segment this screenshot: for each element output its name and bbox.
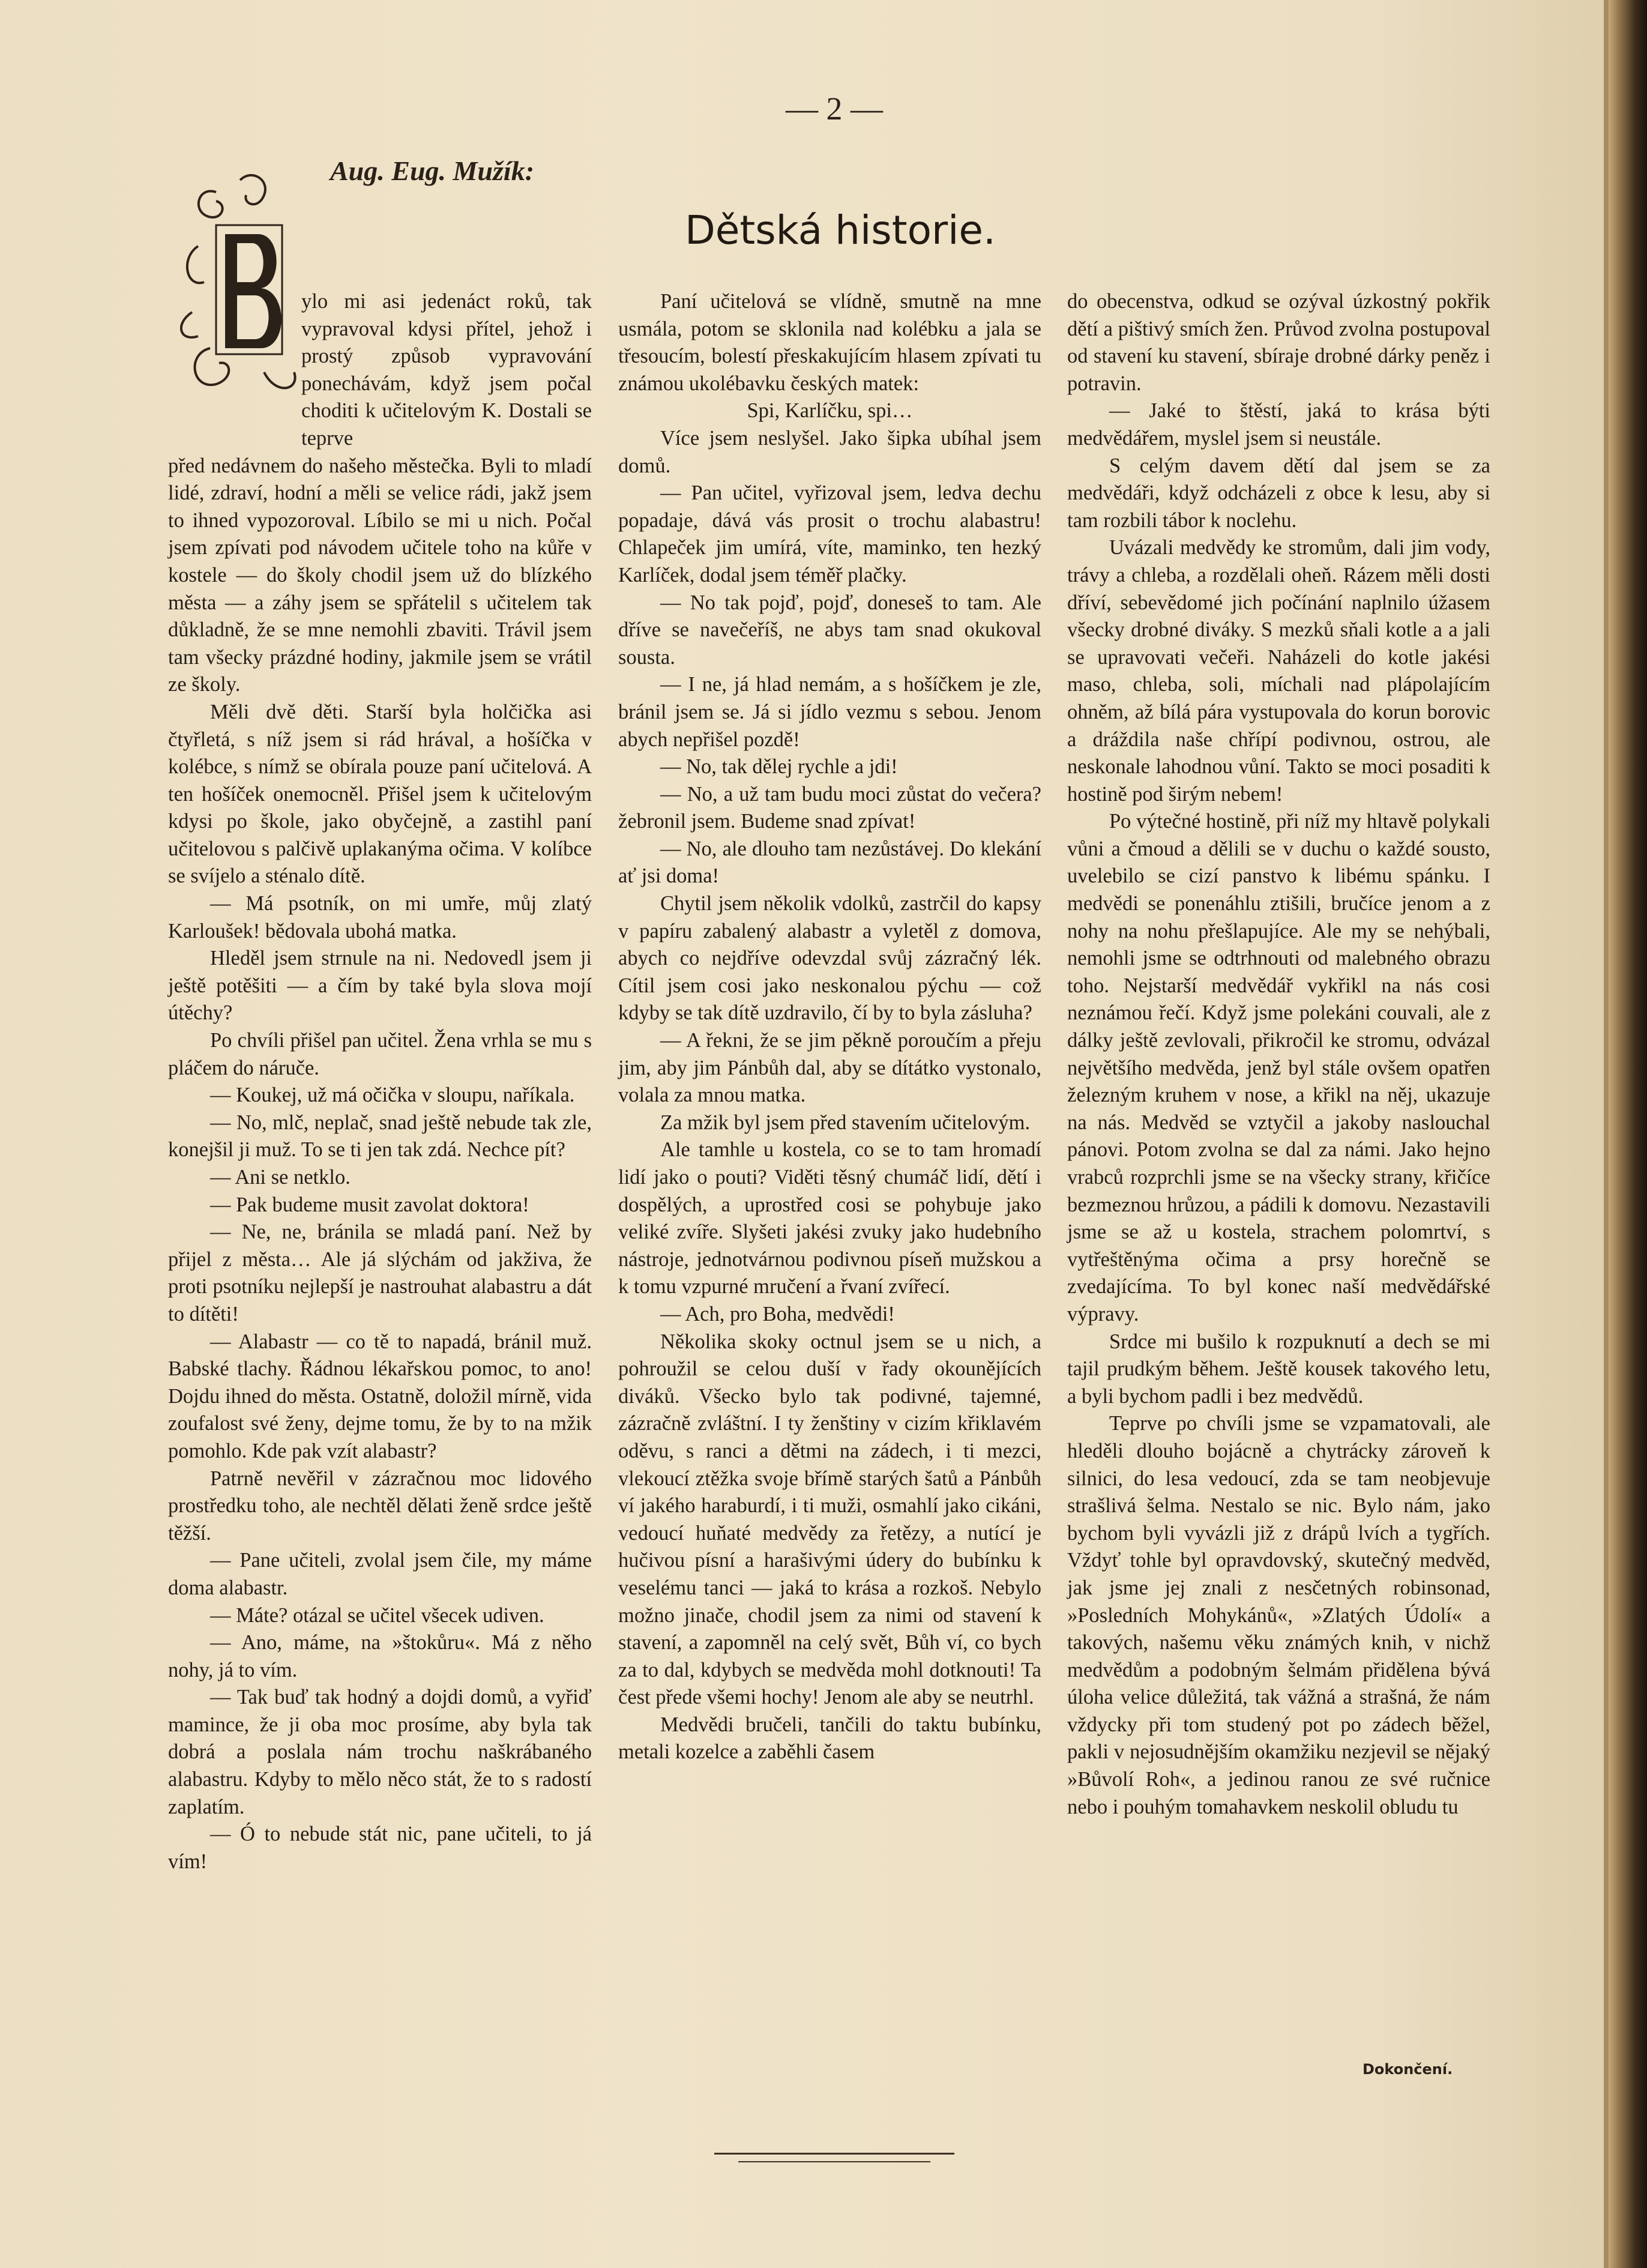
paragraph: — Ne, ne, bránila se mladá paní. Než by přijel z města… Ale já slýchám od jakživa, že proti psotníku nejlepší je nastrouhat alabastru a dát to dítěti! xyxy=(168,1220,592,1326)
page-number: — 2 — xyxy=(786,91,883,127)
paragraph: — Pane učiteli, zvolal jsem čile, my máme doma alabastr. xyxy=(168,1549,592,1599)
paragraph: Po chvíli přišel pan učitel. Žena vrhla se mu s pláčem do náruče. xyxy=(168,1029,592,1079)
paragraph: Několika skoky octnul jsem se u nich, a pohroužil se celou duší v řady okounějících diváků. Všecko bylo tak podivné, tajemné, zázračně zvláštní. I ty ženštiny v cizím křiklavém oděvu, s ranci a dětmi na zádech, i ti mezci, vlekoucí ztěžka svoje břímě starých šatů a Pánbůh ví jakého haraburdí, i ti muži, osmahlí jako cikáni, vedoucí huňaté medvědy za řetězy, a nutící je hučivou písní a harašivými údery do bubínku k veselému tanci — jaká to krása a rozkoš. Nebylo možno jinače, chodil jsem za nimi od stavení k stavení, a zapomněl na celý svět, Bůh ví, co bych za to dal, kdybych se medvěda mohl dotknouti! Ta čest přede všemi hochy! Jenom ale aby se neutrhl. xyxy=(618,1330,1041,1709)
paragraph: — Ani se netklo. xyxy=(210,1166,351,1189)
paragraph: Paní učitelová se vlídně, smutně na mne usmála, potom se sklonila nad kolébku a jala se třesoucím, bolestí přeskakujícím hlasem zpívati tu známou ukolébavku českých matek: xyxy=(618,290,1041,395)
paragraph: — Alabastr — co tě to napadá, bránil muž. Babské tlachy. Řádnou lékařskou pomoc, to ano! Dojdu ihned do města. Ostatně, doložil mírně, vida zoufalost své ženy, dejme tomu, že by to na mžik pomohlo. Kde pak vzít alabastr? xyxy=(168,1330,592,1462)
paragraph: — Pak budeme musit zavolat doktora! xyxy=(210,1193,529,1216)
paragraph: — A řekni, že se jim pěkně poroučím a přeju jim, aby jim Pánbůh dal, aby se dítátko vystonalo, volala za mnou matka. xyxy=(618,1029,1041,1107)
paragraph: Více jsem neslyšel. Jako šipka ubíhal jsem domů. xyxy=(618,426,1041,477)
paragraph: před nedávnem do našeho městečka. Byli to mladí lidé, zdraví, hodní a měli se velice rádi, jakž jsem to ihned vypozoroval. Líbilo se mi u nich. Počal jsem zpívati pod návodem učitele toho na kůře v kostele — do školy chodil jsem už do blízkého města — a záhy jsem se spřátelil s učitelem tak důkladně, že se mne nemohli zbaviti. Trávil jsem tam všecky prázdné hodiny, jakmile jsem se vrátil ze školy. xyxy=(168,454,592,696)
paragraph: — Ó to nebude stát nic, pane učiteli, to já vím! xyxy=(168,1823,592,1873)
paragraph: — No, tak dělej rychle a jdi! xyxy=(660,755,898,779)
closing-rule-thin xyxy=(738,2161,930,2162)
page-edge xyxy=(1604,0,1609,2268)
article-title: Dětská historie. xyxy=(684,207,996,253)
paragraph: — Ano, máme, na »štokůru«. Má z něho nohy, já to vím. xyxy=(168,1631,592,1681)
continuation-note: Dokončení. xyxy=(1362,2061,1453,2078)
author-byline: Aug. Eug. Mužík: xyxy=(330,155,535,186)
paragraph: Ale tamhle u kostela, co se to tam hromadí lidí jako o pouti? Viděti těsný chumáč lidí, dětí i dospělých, a uprostřed cosi se pohybuje jako veliké zvíře. Slyšeti jakési zvuky jako hudebního nástroje, jednotvárnou podivnou píseň mužskou a k tomu vzpurné mručení a řvaní zvířecí. xyxy=(618,1138,1041,1298)
paragraph: Uvázali medvědy ke stromům, dali jim vody, trávy a chleba, a rozdělali oheň. Rázem měli dosti dříví, sebevědomé jich počínání naplnilo úžasem všecky drobné diváky. S mezků sňali kotle a a jali se upravovati večeři. Naházeli do kotle jakési maso, chleba, soli, míchali nad plápolajícím ohněm, až bílá pára vystupovala do korun borovic a dráždila naše chřípí podivnou, ostrou, ale neskonale lahodnou vůní. Takto se moci posaditi k hostině pod širým nebem! xyxy=(1067,536,1490,806)
paragraph: Za mžik byl jsem před stavením učitelovým. xyxy=(660,1111,1031,1134)
paragraph: — Ach, pro Boha, medvědi! xyxy=(660,1302,895,1326)
paragraph: — Tak buď tak hodný a dojdi domů, a vyřiď mamince, že ji oba moc prosíme, aby byla tak dobrá a poslala nám trochu naškrábaného alabastru. Kdyby to mělo něco stát, že to s radostí zaplatím. xyxy=(168,1686,592,1818)
paragraph: — Koukej, už má očička v sloupu, naříkala. xyxy=(210,1084,575,1107)
paragraph: do obecenstva, odkud se ozýval úzkostný pokřik dětí a pištivý smích žen. Průvod zvolna postupoval od stavení ku stavení, sbíraje drobné dárky peněz i potravin. xyxy=(1067,290,1490,395)
paragraph: Medvědi bručeli, tančili do taktu bubínku, metali kozelce a zaběhli časem xyxy=(618,1713,1041,1764)
paragraph: — No, ale dlouho tam nezůstávej. Do klekání ať jsi doma! xyxy=(618,837,1041,888)
lullaby-line: Spi, Karlíčku, spi… xyxy=(747,399,913,423)
paragraph: Hleděl jsem strnule na ni. Nedovedl jsem ji ještě potěšiti — a čím by také byla slova mojí útěchy? xyxy=(168,947,592,1025)
paragraph: Patrně nevěřil v zázračnou moc lidového prostředku toho, ale nechtěl dělati ženě srdce ještě těžší. xyxy=(168,1467,592,1545)
paragraph: — I ne, já hlad nemám, a s hošíčkem je zle, bránil jsem se. Já si jídlo vezmu s sebou. Jenom abych nepřišel pozdě! xyxy=(618,673,1041,751)
paragraph: Chytil jsem několik vdolků, zastrčil do kapsy v papíru zabalený alabastr a vyletěl z domova, abych co nejdříve odevzdal svůj zázračný lék. Cítil jsem cosi jako neskonalou pýchu — což kdyby se tak dítě uzdravilo, čí by to byla zásluha? xyxy=(618,892,1041,1025)
binding-spine xyxy=(1609,0,1647,2268)
paragraph: — No tak pojď, pojď, doneseš to tam. Ale dříve se navečeříš, ne abys tam snad okukoval sousta. xyxy=(618,591,1041,669)
middle-column xyxy=(618,288,1041,1766)
paragraph: — Jaké to štěstí, jaká to krása býti medvědářem, myslel jsem si neustále. xyxy=(1067,399,1490,450)
left-column xyxy=(168,288,592,1875)
intro-paragraph: ylo mi asi jedenáct roků, tak vypravoval kdysi přítel, jehož i prostý způsob vypravování ponechávám, když jsem počal choditi k učitelovým K. Dostali se teprve xyxy=(301,290,592,450)
paragraph: Měli dvě děti. Starší byla holčička asi čtyřletá, s níž jsem si rád hrával, a hošíčka v kolébce, s nímž se obírala pouze paní učitelová. A ten hošíček onemocněl. Přišel jsem k učitelovým kdysi po škole, jako obyčejně, a zastihl paní učitelovou s palčivě uplakanýma očima. V kolíbce se svíjelo a sténalo dítě. xyxy=(168,700,592,888)
paragraph: Po výtečné hostině, při níž my hltavě polykali vůni a čmoud a dělili se v duchu o každé sousto, uvelebilo se cizí panstvo k libému spánku. I medvědi se ponenáhlu ztišili, bručíce jenom a z nohy na nohu přešlapujíce. Ale my se nehýbali, nemohli jsme se odtrhnouti od malebného obrazu toho. Nejstarší medvědář vykřikl na nás cosi neznámou řečí. Když jsme polekáni couvali, ale z dálky ještě zevlovali, přikročil ke stromu, odvázal největšího medvěda, jenž byl stále ovšem opatřen železným kruhem v nose, a křikl na něj, ukazuje na nás. Medvěd se vztyčil a jakoby naslouchal pánovi. Potom zvolna se dal za námi. Jako hejno vrabců rozprchli jsme se na všecky strany, křičíce bezmeznou hrůzou, a pádili k domovu. Nezastavili jsme se až u kostela, strachem polomrtví, s vytřeštěnýma očima a prsy horečně se zvedajícíma. To byl konec naší medvědářské výpravy. xyxy=(1067,810,1490,1326)
closing-rule xyxy=(714,2153,954,2155)
paragraph: — No, mlč, neplač, snad ještě nebude tak zle, konejšil ji muž. To se ti jen tak zdá. Nechce pít? xyxy=(168,1111,592,1162)
paragraph: — Máte? otázal se učitel všecek udiven. xyxy=(210,1603,544,1627)
paragraph: Srdce mi bušilo k rozpuknutí a dech se mi tajil prudkým během. Ještě kousek takového letu, a byli bychom padli i bez medvědů. xyxy=(1067,1330,1490,1408)
right-column xyxy=(1067,288,1490,1821)
paragraph: — Pan učitel, vyřizoval jsem, ledva dechu popadaje, dává vás prosit o trochu alabastru! Chlapeček jim umírá, víte, maminko, ten hezký Karlíček, dodal jsem téměř plačky. xyxy=(618,481,1041,587)
paragraph: Teprve po chvíli jsme se vzpamatovali, ale hleděli dlouho bojácně a chytrácky zároveň k silnici, do lesa vedoucí, zda se tam neobjevuje strašlivá šelma. Nestalo se nic. Bylo nám, jako bychom byli vyvázli již z drápů lvích a tygřích. Vždyť tohle byl opravdovský, skutečný medvěd, jak jsme jej znali z nesčetných robinsonad, »Posledních Mohykánů«, »Zlatých Údolí« a takových, našemu věku známých knih, v nichž medvědům a podobným šelmám přidělena bývá úloha velice důležitá, tak vážná a strašná, že nám vždycky při tom studený pot po zádech běžel, pakli v nejosudnějším okamžiku nezjevil se nějaký »Bůvolí Roh«, a jedinou ranou ze své ručnice nebo i pouhým tomahavkem neskolil obludu tu xyxy=(1067,1412,1490,1818)
paragraph: — No, a už tam budu moci zůstat do večera? žebronil jsem. Budeme snad zpívat! xyxy=(618,782,1041,833)
paragraph: — Má psotník, on mi umře, můj zlatý Karloušek! bědovala ubohá matka. xyxy=(168,892,592,942)
paragraph: S celým davem dětí dal jsem se za medvědáři, když odcházeli z obce k lesu, aby si tam rozbili tábor k noclehu. xyxy=(1067,454,1490,532)
